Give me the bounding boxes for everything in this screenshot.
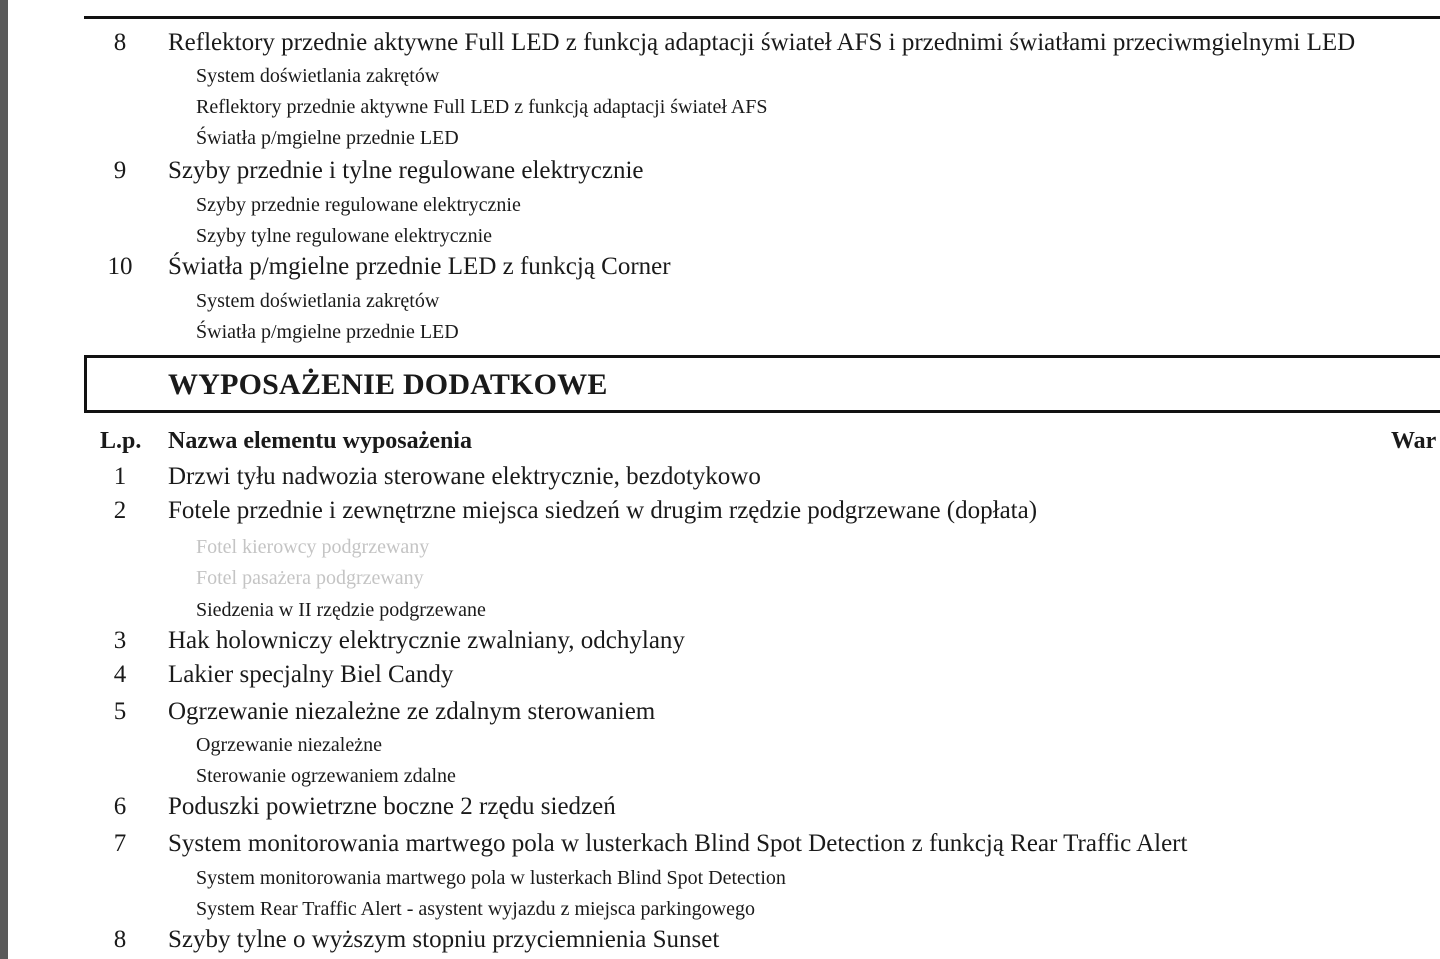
sub-item: Światła p/mgielne przednie LED xyxy=(196,127,459,149)
item-name: Szyby przednie i tylne regulowane elektrycznie xyxy=(168,157,644,184)
item-name: System monitorowania martwego pola w lusterkach Blind Spot Detection z funkcją Rear Traffic Alert xyxy=(168,830,1188,857)
sub-item: Reflektory przednie aktywne Full LED z funkcją adaptacji świateł AFS xyxy=(196,96,768,118)
sub-item: Światła p/mgielne przednie LED xyxy=(196,321,459,343)
sub-item: Fotel kierowcy podgrzewany xyxy=(196,536,430,558)
section-title: WYPOSAŻENIE DODATKOWE xyxy=(168,368,608,401)
section-header-box xyxy=(84,355,1440,413)
top-divider xyxy=(84,16,1440,19)
sub-item: System doświetlania zakrętów xyxy=(196,65,440,87)
item-name: Drzwi tyłu nadwozia sterowane elektrycznie, bezdotykowo xyxy=(168,463,761,490)
sub-item: Ogrzewanie niezależne xyxy=(196,734,382,756)
item-number: 8 xyxy=(113,29,127,56)
item-name: Fotele przednie i zewnętrzne miejsca siedzeń w drugim rzędzie podgrzewane (dopłata) xyxy=(168,497,1038,524)
item-name: Ogrzewanie niezależne ze zdalnym sterowaniem xyxy=(168,698,656,725)
item-name: Reflektory przednie aktywne Full LED z funkcją adaptacji świateł AFS i przednimi światłami przeciwmgielnymi LED xyxy=(168,29,1356,56)
item-number: 10 xyxy=(107,253,133,280)
item-name: Lakier specjalny Biel Candy xyxy=(168,661,454,688)
item-number: 6 xyxy=(113,793,127,820)
item-number: 4 xyxy=(113,661,127,688)
sub-item: Fotel pasażera podgrzewany xyxy=(196,567,424,589)
item-number: 1 xyxy=(113,463,127,490)
item-number: 9 xyxy=(113,157,127,184)
sub-item: Sterowanie ogrzewaniem zdalne xyxy=(196,765,456,787)
item-number: 5 xyxy=(113,698,127,725)
viewer-left-edge xyxy=(0,0,8,959)
item-name: Hak holowniczy elektrycznie zwalniany, odchylany xyxy=(168,627,685,654)
sub-item: Szyby przednie regulowane elektrycznie xyxy=(196,194,521,216)
item-name: Szyby tylne o wyższym stopniu przyciemnienia Sunset xyxy=(168,926,720,953)
sub-item: System doświetlania zakrętów xyxy=(196,290,440,312)
item-number: 8 xyxy=(113,926,127,953)
column-header-lp: L.p. xyxy=(100,428,142,454)
column-header-name: Nazwa elementu wyposażenia xyxy=(168,428,472,454)
item-number: 2 xyxy=(113,497,127,524)
item-number: 3 xyxy=(113,627,127,654)
item-name: Światła p/mgielne przednie LED z funkcją Corner xyxy=(168,253,671,280)
item-name: Poduszki powietrzne boczne 2 rzędu siedzeń xyxy=(168,793,616,820)
sub-item: Siedzenia w II rzędzie podgrzewane xyxy=(196,599,486,621)
item-number: 7 xyxy=(113,830,127,857)
column-header-value: War xyxy=(1391,428,1437,454)
sub-item: Szyby tylne regulowane elektrycznie xyxy=(196,225,492,247)
sub-item: System Rear Traffic Alert - asystent wyjazdu z miejsca parkingowego xyxy=(196,898,755,920)
sub-item: System monitorowania martwego pola w lusterkach Blind Spot Detection xyxy=(196,867,786,889)
